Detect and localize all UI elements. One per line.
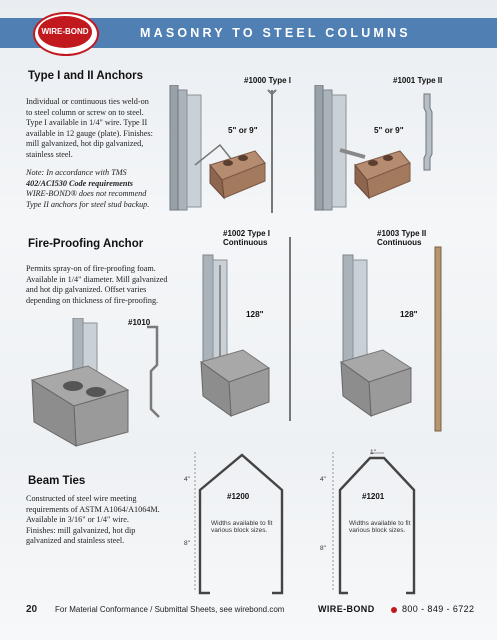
- footer-link-text[interactable]: For Material Conformance / Submittal Sheets, see wirebond.com: [55, 605, 285, 614]
- text-line: Finishes: mill galvanized, hot dip: [26, 525, 136, 535]
- label-line: Continuous: [223, 238, 268, 247]
- label-line: #1002 Type I: [223, 229, 270, 238]
- dimension-1200-side: 8": [184, 540, 190, 547]
- section-heading-anchors: Type I and II Anchors: [28, 70, 144, 82]
- dimension-1000: 5" or 9": [228, 126, 258, 135]
- text-line: stainless steel.: [26, 149, 73, 159]
- fireproofing-description: [26, 264, 211, 306]
- footer-dot-icon: [391, 607, 397, 613]
- text-line: mill galvanized, hot dip galvanized,: [26, 139, 144, 148]
- product-label-1002: [223, 229, 270, 247]
- text-line: to steel column or screw on to steel.: [26, 107, 144, 117]
- dimension-1002: 128": [246, 310, 264, 319]
- text-line: depending on thickness of fire-proofing.: [26, 295, 159, 305]
- beam-ties-description: [26, 494, 201, 547]
- text-line: Available in 1/4" diameter. Mill galvanized: [26, 274, 168, 284]
- text-line: Individual or continuous ties weld-on: [26, 97, 149, 106]
- text-line: and hot dip galvanized. Offset varies: [26, 285, 147, 294]
- product-label-1010: #1010: [128, 318, 151, 327]
- illustration-1010: [28, 318, 140, 448]
- text-line: Constructed of steel wire meeting: [26, 494, 137, 503]
- note-line: Note: In accordance with TMS: [26, 168, 127, 177]
- width-note-1200: [211, 520, 272, 534]
- illustration-1003: [325, 250, 415, 420]
- text-line: requirements of ASTM A1064/A1064M.: [26, 504, 160, 514]
- width-note-1201: [349, 520, 410, 534]
- illustration-1002: [185, 250, 270, 420]
- product-label-1000: #1000 Type I: [244, 76, 291, 85]
- note-line: Widths available to fit: [211, 520, 273, 527]
- note-line: 402/ACI530 Code requirements: [26, 178, 133, 188]
- product-label-1001: #1001 Type II: [393, 76, 443, 85]
- label-line: #1003 Type II: [377, 229, 427, 238]
- plate-1001-icon: [418, 92, 438, 172]
- text-line: Permits spray-on of fire-proofing foam.: [26, 264, 156, 273]
- product-label-1201: #1201: [362, 492, 385, 501]
- dimension-1201-top: 4": [320, 476, 326, 483]
- dimension-1003: 128": [400, 310, 418, 319]
- brand-logo-text: WIRE-BOND: [41, 27, 89, 36]
- dimension-1001: 5" or 9": [374, 126, 404, 135]
- tie-1002-icon: [283, 235, 297, 425]
- dimension-1201-width: 1": [370, 449, 376, 456]
- plate-1003-icon: [430, 245, 446, 435]
- note-line: various block sizes.: [349, 527, 406, 534]
- tie-1010-icon: [143, 325, 165, 420]
- tie-1000-icon: [262, 88, 282, 218]
- footer-brand: WIRE-BOND: [318, 604, 375, 614]
- page-number: 20: [26, 604, 38, 615]
- product-label-1003: [377, 229, 426, 247]
- text-line: Type I available in 1/4" wire. Type II: [26, 118, 148, 127]
- section-heading-fireproofing: Fire-Proofing Anchor: [28, 238, 144, 250]
- text-line: Available in 3/16" or 1/4" wire.: [26, 515, 129, 524]
- text-line: available in 12 gauge (plate). Finishes:: [26, 128, 153, 138]
- text-line: galvanized and stainless steel.: [26, 536, 125, 545]
- section-heading-beam-ties: Beam Ties: [28, 475, 86, 487]
- dimension-1201-side: 8": [320, 545, 326, 552]
- illustration-1001: [295, 85, 415, 215]
- illustration-1000: [150, 85, 270, 215]
- page-title: MASONRY TO STEEL COLUMNS: [140, 26, 411, 40]
- note-line: various block sizes.: [211, 527, 268, 534]
- product-label-1200: #1200: [227, 492, 250, 501]
- note-line: Widths available to fit: [349, 520, 411, 527]
- note-line: Type II anchors for steel stud backup.: [26, 199, 150, 209]
- label-line: Continuous: [377, 238, 422, 247]
- dimension-1200-top: 4": [184, 476, 190, 483]
- footer-phone[interactable]: 800 - 849 - 6722: [402, 604, 475, 614]
- note-line: WIRE-BOND® does not recommend: [26, 189, 147, 198]
